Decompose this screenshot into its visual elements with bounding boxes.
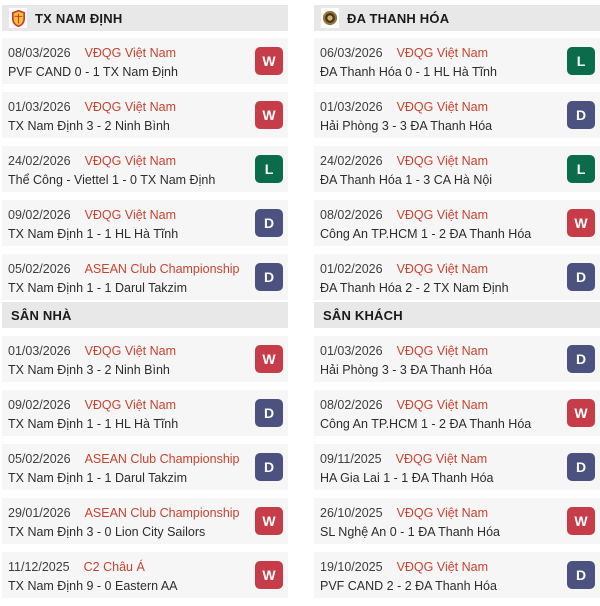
match-row[interactable] (314, 552, 600, 598)
match-date: 11/12/2025 (8, 560, 70, 574)
match-meta-line (8, 261, 244, 277)
home-venue-section-header (2, 302, 288, 328)
match-result: TX Nam Định 1 - 1 Darul Takzim (8, 471, 187, 485)
result-badge: D (567, 453, 595, 481)
result-badge: D (567, 263, 595, 291)
competition-link[interactable]: VĐQG Việt Nam (396, 344, 489, 358)
match-meta-line (320, 153, 556, 169)
competition-link[interactable]: VĐQG Việt Nam (84, 154, 177, 168)
match-date: 26/10/2025 (320, 506, 383, 520)
match-meta-line (8, 397, 244, 413)
result-badge: W (255, 345, 283, 373)
competition-link[interactable]: VĐQG Việt Nam (396, 560, 489, 574)
competition-link[interactable]: VĐQG Việt Nam (396, 208, 489, 222)
match-row[interactable] (2, 146, 288, 192)
match-date: 24/02/2026 (320, 154, 383, 168)
match-row[interactable] (2, 38, 288, 84)
match-row[interactable] (314, 146, 600, 192)
away-venue-matches (314, 336, 600, 598)
match-result: TX Nam Định 3 - 2 Ninh Bình (8, 119, 170, 133)
match-row[interactable] (314, 336, 600, 382)
home-team-logo-icon (9, 8, 27, 28)
match-row[interactable] (2, 254, 288, 300)
competition-link[interactable]: VĐQG Việt Nam (396, 262, 489, 276)
competition-link[interactable]: VĐQG Việt Nam (84, 46, 177, 60)
match-date: 24/02/2026 (8, 154, 71, 168)
result-badge: D (567, 101, 595, 129)
match-result: Công An TP.HCM 1 - 2 ĐA Thanh Hóa (320, 227, 532, 241)
match-meta-line (320, 397, 556, 413)
away-team-logo-icon (321, 8, 339, 28)
result-badge: L (567, 47, 595, 75)
match-date: 19/10/2025 (320, 560, 383, 574)
match-result: ĐA Thanh Hóa 0 - 1 HL Hà Tĩnh (320, 65, 497, 79)
match-meta-line (8, 45, 244, 61)
match-result: TX Nam Định 3 - 2 Ninh Bình (8, 363, 170, 377)
match-meta-line (320, 261, 556, 277)
away-team-header (314, 5, 600, 31)
match-row[interactable] (2, 498, 288, 544)
result-badge: D (567, 345, 595, 373)
competition-link[interactable]: VĐQG Việt Nam (84, 398, 177, 412)
competition-link[interactable]: VĐQG Việt Nam (396, 398, 489, 412)
match-meta-line (8, 207, 244, 223)
result-badge: L (255, 155, 283, 183)
result-badge: L (567, 155, 595, 183)
competition-link[interactable]: VĐQG Việt Nam (84, 344, 177, 358)
match-date: 01/03/2026 (8, 100, 71, 114)
match-result: Hải Phòng 3 - 3 ĐA Thanh Hóa (320, 363, 493, 377)
match-result: TX Nam Định 9 - 0 Eastern AA (8, 579, 178, 593)
match-result: PVF CAND 2 - 2 ĐA Thanh Hóa (320, 579, 497, 593)
match-meta-line (320, 343, 556, 359)
shield-icon (11, 10, 26, 27)
match-date: 09/02/2026 (8, 208, 71, 222)
match-meta-line (8, 505, 244, 521)
away-team-column (314, 5, 600, 606)
match-date: 01/03/2026 (320, 344, 383, 358)
match-date: 09/11/2025 (320, 452, 382, 466)
competition-link[interactable]: VĐQG Việt Nam (84, 100, 177, 114)
match-meta-line (320, 505, 556, 521)
competition-link[interactable]: VĐQG Việt Nam (396, 506, 489, 520)
match-row[interactable] (314, 38, 600, 84)
match-row[interactable] (2, 552, 288, 598)
away-venue-label: SÂN KHÁCH (323, 307, 403, 323)
match-row[interactable] (2, 200, 288, 246)
match-result: PVF CAND 0 - 1 TX Nam Định (8, 65, 178, 79)
match-row[interactable] (314, 444, 600, 490)
competition-link[interactable]: VĐQG Việt Nam (396, 46, 489, 60)
competition-link[interactable]: VĐQG Việt Nam (395, 452, 488, 466)
match-meta-line (320, 45, 556, 61)
home-venue-label: SÂN NHÀ (11, 307, 72, 323)
match-row[interactable] (2, 336, 288, 382)
home-team-name: TX NAM ĐỊNH (35, 10, 123, 26)
away-team-name: ĐA THANH HÓA (347, 10, 450, 26)
result-badge: D (255, 453, 283, 481)
result-badge: W (567, 507, 595, 535)
result-badge: W (567, 209, 595, 237)
competition-link[interactable]: VĐQG Việt Nam (396, 154, 489, 168)
match-result: Hải Phòng 3 - 3 ĐA Thanh Hóa (320, 119, 493, 133)
match-result: Công An TP.HCM 1 - 2 ĐA Thanh Hóa (320, 417, 532, 431)
result-badge: D (255, 399, 283, 427)
home-team-header (2, 5, 288, 31)
away-venue-section-header (314, 302, 600, 328)
competition-link[interactable]: ASEAN Club Championship (84, 506, 240, 520)
result-badge: W (567, 399, 595, 427)
match-date: 06/03/2026 (320, 46, 383, 60)
home-team-column (2, 5, 288, 606)
match-row[interactable] (2, 92, 288, 138)
result-badge: D (255, 209, 283, 237)
match-result: TX Nam Định 1 - 1 HL Hà Tĩnh (8, 417, 179, 431)
match-date: 29/01/2026 (8, 506, 71, 520)
match-row[interactable] (2, 444, 288, 490)
competition-link[interactable]: ASEAN Club Championship (84, 452, 240, 466)
match-result: Thể Công - Viettel 1 - 0 TX Nam Định (8, 173, 216, 187)
match-meta-line (320, 99, 556, 115)
result-badge: W (255, 47, 283, 75)
match-meta-line (8, 451, 244, 467)
match-result: SL Nghệ An 0 - 1 ĐA Thanh Hóa (320, 525, 500, 539)
home-venue-matches (2, 336, 288, 598)
match-result: ĐA Thanh Hóa 2 - 2 TX Nam Định (320, 281, 509, 295)
match-date: 01/03/2026 (320, 100, 383, 114)
match-date: 01/03/2026 (8, 344, 71, 358)
match-meta-line (320, 451, 556, 467)
match-meta-line (320, 207, 556, 223)
result-badge: D (567, 561, 595, 589)
match-meta-line (8, 559, 244, 575)
match-result: HA Gia Lai 1 - 1 ĐA Thanh Hóa (320, 471, 494, 485)
match-meta-line (8, 153, 244, 169)
match-result: TX Nam Định 1 - 1 HL Hà Tĩnh (8, 227, 179, 241)
match-date: 01/02/2026 (320, 262, 383, 276)
match-result: TX Nam Định 3 - 0 Lion City Sailors (8, 525, 206, 539)
competition-link[interactable]: VĐQG Việt Nam (396, 100, 489, 114)
match-row[interactable] (314, 200, 600, 246)
match-date: 08/02/2026 (320, 398, 383, 412)
match-date: 08/03/2026 (8, 46, 71, 60)
match-meta-line (8, 343, 244, 359)
match-row[interactable] (314, 92, 600, 138)
match-meta-line (8, 99, 244, 115)
match-date: 09/02/2026 (8, 398, 71, 412)
match-result: ĐA Thanh Hóa 1 - 3 CA Hà Nội (320, 173, 493, 187)
match-row[interactable] (314, 498, 600, 544)
match-date: 08/02/2026 (320, 208, 383, 222)
round-crest-icon (322, 10, 338, 26)
competition-link[interactable]: C2 Châu Á (83, 560, 145, 574)
match-date: 05/02/2026 (8, 452, 71, 466)
result-badge: W (255, 101, 283, 129)
match-row[interactable] (314, 390, 600, 436)
match-row[interactable] (314, 254, 600, 300)
result-badge: W (255, 507, 283, 535)
competition-link[interactable]: VĐQG Việt Nam (84, 208, 177, 222)
match-meta-line (320, 559, 556, 575)
match-row[interactable] (2, 390, 288, 436)
result-badge: W (255, 561, 283, 589)
home-overall-matches (2, 38, 288, 300)
match-result: TX Nam Định 1 - 1 Darul Takzim (8, 281, 187, 295)
competition-link[interactable]: ASEAN Club Championship (84, 262, 240, 276)
result-badge: D (255, 263, 283, 291)
match-date: 05/02/2026 (8, 262, 71, 276)
away-overall-matches (314, 38, 600, 300)
